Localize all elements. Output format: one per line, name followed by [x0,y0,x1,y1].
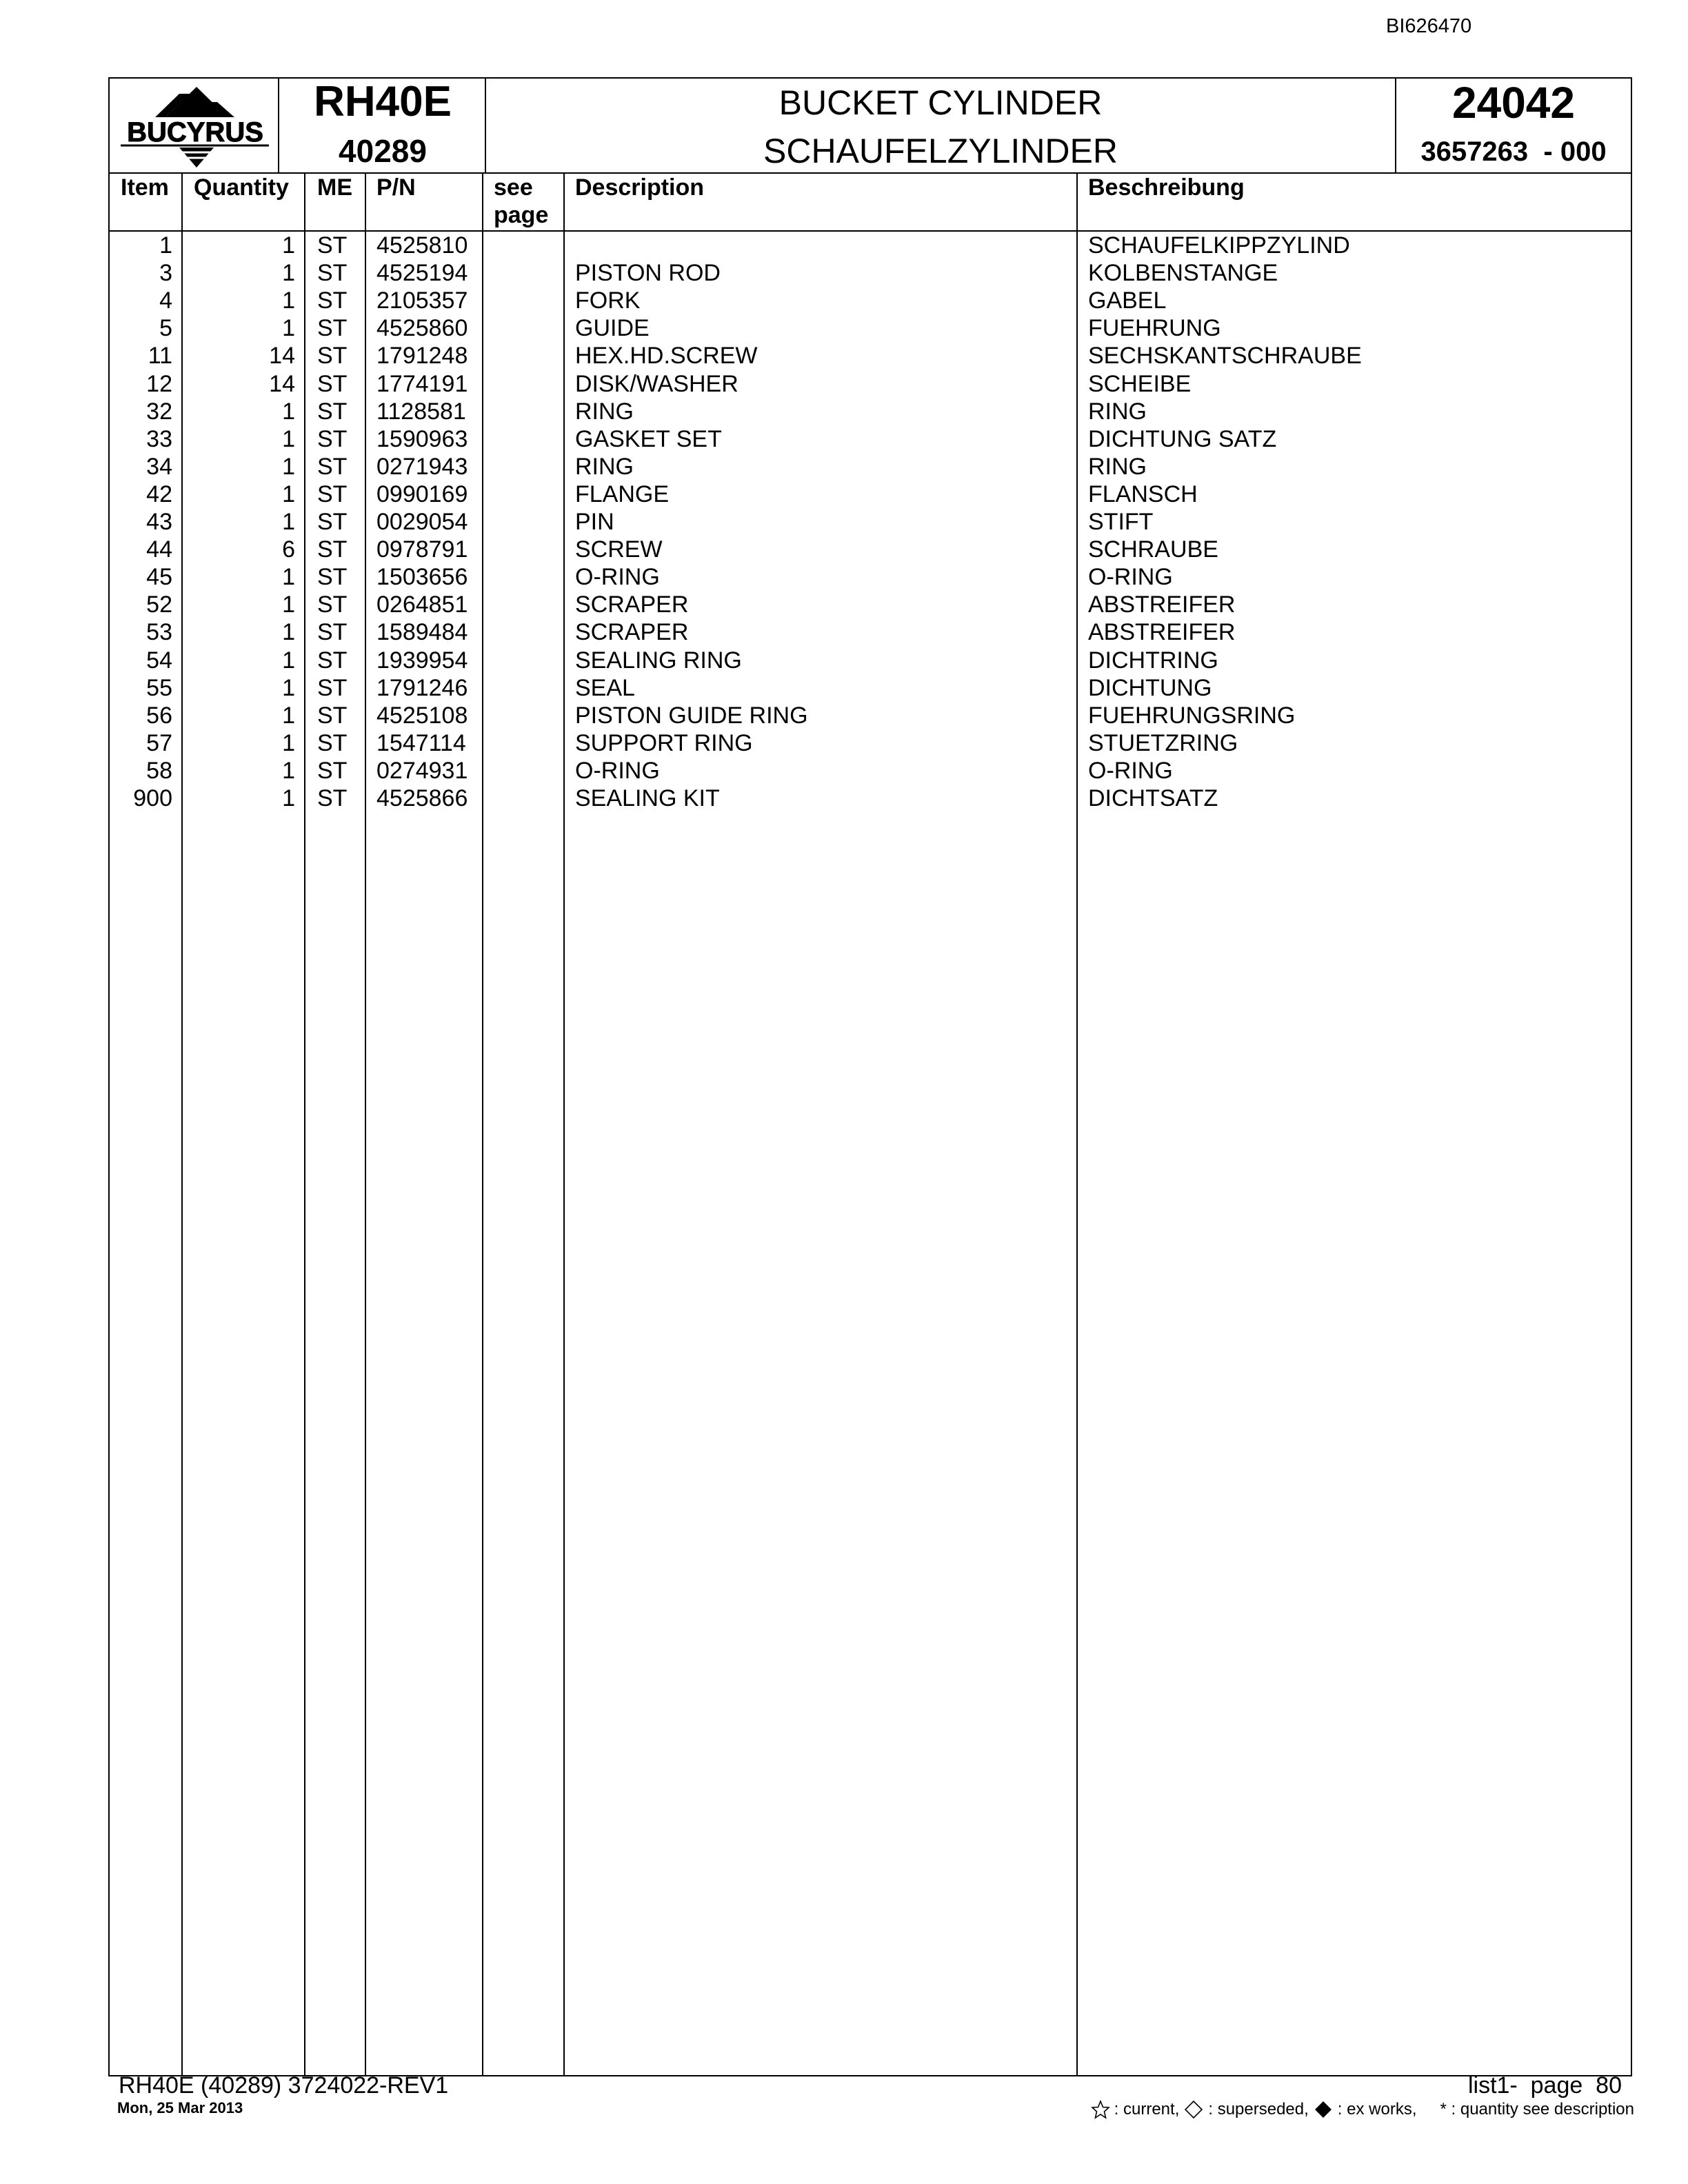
cell-item: 43 [146,509,172,535]
cell-quantity: 14 [269,370,295,397]
cell-me: ST [317,287,348,314]
cell-pn: 1774191 [376,370,468,397]
cell-pn: 2105357 [376,287,468,314]
footer-date: Mon, 25 Mar 2013 [117,2099,243,2116]
table-row [0,370,1688,398]
cell-quantity: 1 [282,757,295,784]
cell-quantity: 6 [282,536,295,563]
cell-item: 58 [146,757,172,784]
cell-me: ST [317,370,348,397]
cell-beschreibung: RING [1088,453,1147,480]
cell-description: SEAL [575,674,635,701]
col-header-quantity: Quantity [194,174,289,201]
footer-page-ref: list1- page 80 [1467,2072,1622,2099]
cell-description: RING [575,398,634,425]
cell-me: ST [317,481,348,507]
cell-item: 900 [133,785,172,811]
star-outline-icon [1091,2100,1110,2119]
cell-quantity: 1 [282,592,295,618]
cell-me: ST [317,425,348,452]
cell-me: ST [317,702,348,729]
cell-me: ST [317,674,348,701]
cell-description: GUIDE [575,315,650,342]
cell-item: 56 [146,702,172,729]
cell-pn: 1589484 [376,619,468,646]
cell-item: 12 [146,370,172,397]
cell-quantity: 1 [282,398,295,425]
legend-quantity: * : quantity see description [1440,2100,1634,2119]
cell-description: PISTON GUIDE RING [575,702,808,729]
cell-me: ST [317,785,348,811]
cell-quantity: 1 [282,453,295,480]
cell-pn: 0271943 [376,453,468,480]
cell-pn: 0264851 [376,592,468,618]
cell-item: 54 [146,647,172,674]
cell-beschreibung: STUETZRING [1088,729,1238,756]
cell-item: 57 [146,729,172,756]
col-header-me: ME [317,174,352,201]
cell-quantity: 1 [282,647,295,674]
cell-pn: 0274931 [376,757,468,784]
model-name: RH40E [314,78,452,125]
table-row [0,287,1688,314]
table-row [0,702,1688,729]
cell-beschreibung: DICHTSATZ [1088,785,1218,811]
table-row [0,785,1688,812]
footer-legend [1091,2099,1634,2120]
table-row [0,314,1688,342]
table-row [0,729,1688,757]
cell-beschreibung: SCHAUFELKIPPZYLIND [1088,232,1350,259]
cell-item: 45 [146,564,172,591]
cell-quantity: 1 [282,509,295,535]
cell-description: DISK/WASHER [575,370,738,397]
cell-pn: 1590963 [376,425,468,452]
cell-item: 55 [146,674,172,701]
cell-pn: 0978791 [376,536,468,563]
cell-beschreibung: FUEHRUNG [1088,315,1221,342]
cell-item: 5 [159,315,172,342]
table-row [0,508,1688,536]
cell-me: ST [317,315,348,342]
cell-quantity: 1 [282,729,295,756]
cell-beschreibung: STIFT [1088,509,1154,535]
table-row [0,757,1688,785]
cell-pn: 1939954 [376,647,468,674]
cell-beschreibung: O-RING [1088,757,1173,784]
document-id: BI626470 [1386,15,1472,37]
cell-quantity: 1 [282,702,295,729]
group-number: 24042 [1452,78,1575,128]
title-english: BUCKET CYLINDER [778,83,1103,122]
diamond-outline-icon [1183,2099,1204,2120]
cell-beschreibung: KOLBENSTANGE [1088,260,1278,287]
table-row [0,563,1688,591]
col-header-pn: P/N [376,174,416,201]
bucyrus-logo [114,81,276,171]
cell-description: SCRAPER [575,592,689,618]
cell-beschreibung: O-RING [1088,564,1173,591]
cell-quantity: 1 [282,260,295,287]
cell-pn: 0029054 [376,509,468,535]
table-row [0,342,1688,370]
cell-pn: 4525866 [376,785,468,811]
cell-item: 32 [146,398,172,425]
cell-item: 34 [146,453,172,480]
cell-item: 1 [159,232,172,259]
cell-pn: 0990169 [376,481,468,507]
cell-pn: 4525108 [376,702,468,729]
table-row [0,618,1688,646]
cell-beschreibung: ABSTREIFER [1088,592,1236,618]
cell-description: HEX.HD.SCREW [575,343,758,370]
col-header-item: Item [121,174,169,201]
cell-beschreibung: SECHSKANTSCHRAUBE [1088,343,1362,370]
cell-beschreibung: DICHTUNG SATZ [1088,425,1277,452]
cell-description: PISTON ROD [575,260,721,287]
cell-me: ST [317,453,348,480]
cell-pn: 4525810 [376,232,468,259]
cell-me: ST [317,647,348,674]
table-row [0,591,1688,618]
cell-description: FLANGE [575,481,670,507]
cell-pn: 1503656 [376,564,468,591]
cell-quantity: 1 [282,425,295,452]
cell-description: RING [575,453,634,480]
cell-me: ST [317,592,348,618]
cell-pn: 1791246 [376,674,468,701]
cell-pn: 1791248 [376,343,468,370]
cell-description: SCREW [575,536,663,563]
legend-ex-works: : ex works, [1337,2100,1417,2119]
cell-description: O-RING [575,757,660,784]
model-number: 40289 [339,133,427,169]
cell-description: GASKET SET [575,425,722,452]
cell-me: ST [317,729,348,756]
cell-quantity: 1 [282,232,295,259]
cell-me: ST [317,536,348,563]
col-header-beschreibung: Beschreibung [1088,174,1245,201]
cell-quantity: 1 [282,481,295,507]
cell-item: 33 [146,425,172,452]
col-header-see-page: see page [494,174,549,228]
cell-me: ST [317,232,348,259]
table-row [0,481,1688,508]
cell-beschreibung: GABEL [1088,287,1167,314]
cell-quantity: 1 [282,674,295,701]
cell-beschreibung: DICHTRING [1088,647,1218,674]
legend-current: : current, [1114,2100,1180,2119]
cell-me: ST [317,509,348,535]
cell-beschreibung: DICHTUNG [1088,674,1212,701]
cell-pn: 1547114 [376,729,466,756]
cell-item: 11 [148,343,172,370]
cell-quantity: 1 [282,785,295,811]
svg-text:BUCYRUS: BUCYRUS [127,117,263,148]
cell-me: ST [317,757,348,784]
cell-pn: 4525860 [376,315,468,342]
cell-item: 4 [159,287,172,314]
cell-beschreibung: FUEHRUNGSRING [1088,702,1296,729]
table-row [0,536,1688,563]
legend-superseded: : superseded, [1208,2100,1309,2119]
cell-item: 3 [159,260,172,287]
cell-item: 52 [146,592,172,618]
cell-beschreibung: SCHEIBE [1088,370,1192,397]
cell-quantity: 1 [282,315,295,342]
table-row [0,674,1688,702]
cell-description: SCRAPER [575,619,689,646]
cell-description: SUPPORT RING [575,729,753,756]
cell-description: PIN [575,509,614,535]
cell-quantity: 1 [282,619,295,646]
table-row [0,232,1688,259]
footer-doc-ref: RH40E (40289) 3724022-REV1 [119,2072,449,2099]
table-row [0,647,1688,674]
cell-description: SEALING KIT [575,785,720,811]
title-german: SCHAUFELZYLINDER [763,132,1118,170]
cell-me: ST [317,260,348,287]
table-row [0,425,1688,453]
cell-pn: 1128581 [376,398,466,425]
cell-description: FORK [575,287,641,314]
cell-beschreibung: FLANSCH [1088,481,1198,507]
diamond-filled-icon [1313,2099,1334,2120]
cell-beschreibung: ABSTREIFER [1088,619,1236,646]
cell-item: 53 [146,619,172,646]
table-row [0,398,1688,425]
cell-me: ST [317,398,348,425]
cell-pn: 4525194 [376,260,468,287]
col-header-description: Description [575,174,705,201]
cell-me: ST [317,619,348,646]
cell-me: ST [317,564,348,591]
assembly-number: 3657263 - 000 [1420,136,1607,167]
cell-description: SEALING RING [575,647,742,674]
table-row [0,259,1688,287]
cell-description: O-RING [575,564,660,591]
cell-item: 44 [146,536,172,563]
cell-beschreibung: RING [1088,398,1147,425]
cell-me: ST [317,343,348,370]
cell-quantity: 1 [282,287,295,314]
table-row [0,453,1688,481]
cell-quantity: 14 [269,343,295,370]
cell-beschreibung: SCHRAUBE [1088,536,1218,563]
cell-quantity: 1 [282,564,295,591]
cell-item: 42 [146,481,172,507]
